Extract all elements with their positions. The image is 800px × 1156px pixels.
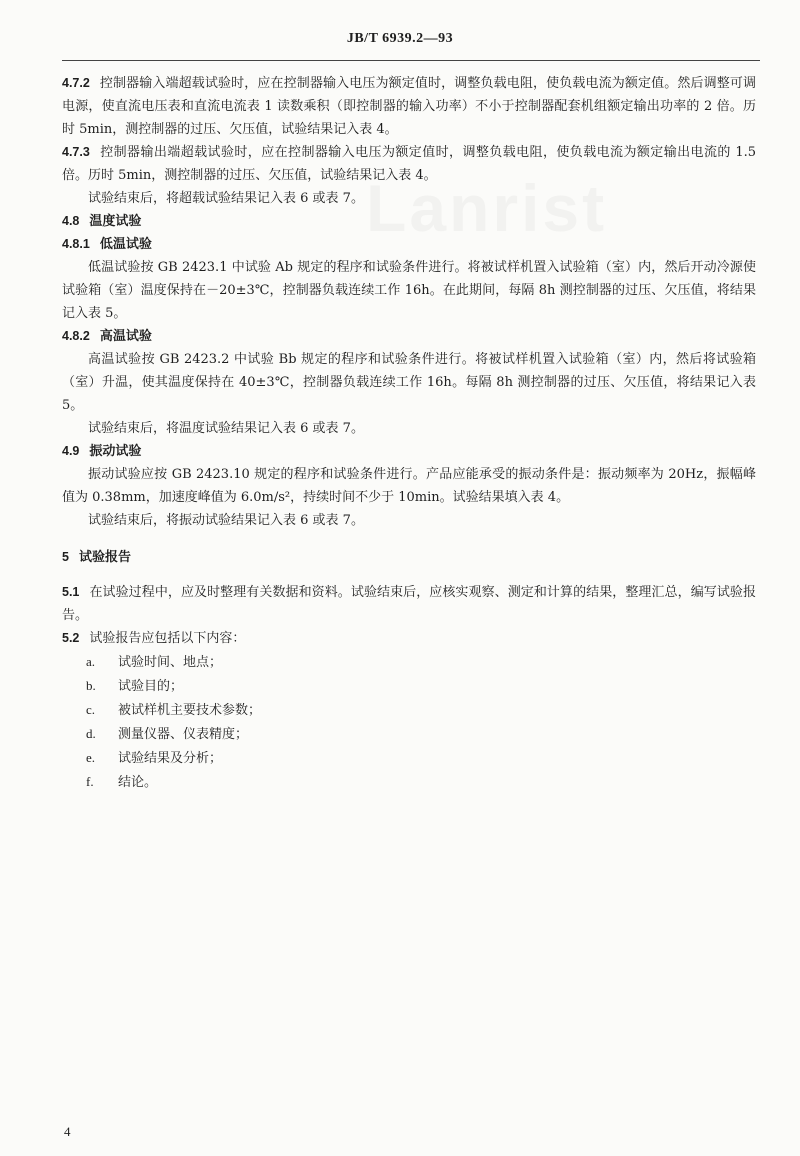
clause-text: 在试验过程中，应及时整理有关数据和资料。试验结束后，应核实观察、测定和计算的结果，整理汇总，编写试验报告。 (62, 585, 756, 623)
clause-number: 4.7.2 (62, 76, 90, 90)
vibration-paragraph: 振动试验应按 GB 2423.10 规定的程序和试验条件进行。产品应能承受的振动条件是：振动频率为 20Hz，振幅峰值为 0.38mm，加速度峰值为 6.0m/s²，持续时间不少于 10min。试验结果填入表 4。 (62, 467, 756, 505)
section-4-9-heading (62, 440, 756, 463)
page-header: JB/T 6939.2—93 (346, 31, 454, 46)
list-item (86, 650, 756, 674)
watermark-logo: Lanrist (366, 171, 608, 245)
section-number: 4.9 (62, 444, 80, 458)
report-contents-list (62, 650, 756, 794)
section-4-8-2-heading (62, 325, 756, 348)
list-item (86, 698, 756, 722)
clause-number: 5.2 (62, 631, 80, 645)
list-text: 被试样机主要技术参数； (118, 703, 262, 718)
section-number: 4.8.1 (62, 237, 90, 251)
page-number: 4 (64, 1124, 71, 1139)
section-title: 振动试验 (89, 444, 142, 459)
list-item (86, 722, 756, 746)
list-label: d. (86, 726, 96, 741)
temperature-conclusion: 试验结束后，将温度试验结果记入表 6 或表 7。 (88, 421, 364, 436)
section-title: 温度试验 (89, 214, 142, 229)
section-number: 4.8 (62, 214, 80, 228)
section-number: 5 (62, 550, 69, 564)
list-text: 结论。 (118, 775, 158, 790)
section-title: 高温试验 (99, 329, 152, 344)
list-label: c. (86, 702, 96, 717)
overload-conclusion: 试验结束后，将超载试验结果记入表 6 或表 7。 (88, 191, 364, 206)
section-title: 低温试验 (99, 237, 152, 252)
list-text: 试验结果及分析； (118, 751, 223, 766)
list-item (86, 674, 756, 698)
low-temp-paragraph: 低温试验按 GB 2423.1 中试验 Ab 规定的程序和试验条件进行。将被试样机置入试验箱（室）内，然后开动冷源使试验箱（室）温度保持在－20±3℃，控制器负载连续工作 16h。在此期间，每隔 8h 测控制器的过压、欠压值，将结果记入表 5。 (62, 260, 756, 321)
list-item (86, 746, 756, 770)
clause-5-2 (62, 627, 756, 650)
section-4-8-1-heading (62, 233, 756, 256)
header-divider (62, 60, 760, 61)
list-label: f. (86, 774, 94, 789)
clause-number: 5.1 (62, 585, 80, 599)
clause-number: 4.7.3 (62, 145, 90, 159)
section-4-8-heading (62, 210, 756, 233)
section-number: 4.8.2 (62, 329, 90, 343)
list-text: 试验时间、地点； (118, 655, 223, 670)
high-temp-paragraph: 高温试验按 GB 2423.2 中试验 Bb 规定的程序和试验条件进行。将被试样机置入试验箱（室）内，然后将试验箱（室）升温，使其温度保持在 40±3℃，控制器负载连续工作 16h。每隔 8h 测控制器的过压、欠压值，将结果记入表 5。 (62, 352, 756, 413)
document-body (62, 72, 756, 794)
section-5-heading (62, 546, 756, 569)
list-item (86, 770, 756, 794)
section-title: 试验报告 (78, 550, 131, 565)
clause-text: 控制器输入端超载试验时，应在控制器输入电压为额定值时，调整负载电阻，使负载电流为额定值。然后调整可调电源，使直流电压表和直流电流表 1 读数乘积（即控制器的输入功率）不小于控制器配套机组额定输出功率的 2 倍。历时 5min，测控制器的过压、欠压值，试验结果记入表 4。 (62, 76, 756, 137)
list-text: 测量仪器、仪表精度； (118, 727, 249, 742)
clause-5-1 (62, 581, 756, 627)
clause-4-7-3 (62, 141, 756, 187)
vibration-conclusion: 试验结束后，将振动试验结果记入表 6 或表 7。 (88, 513, 364, 528)
clause-text: 控制器输出端超载试验时，应在控制器输入电压为额定值时，调整负载电阻，使负载电流为额定输出电流的 1.5 倍。历时 5min，测控制器的过压、欠压值，试验结果记入表 4。 (62, 145, 756, 183)
clause-4-7-2 (62, 72, 756, 141)
list-label: b. (86, 678, 96, 693)
list-label: e. (86, 750, 96, 765)
clause-text: 试验报告应包括以下内容： (89, 631, 246, 646)
list-label: a. (86, 654, 96, 669)
list-text: 试验目的； (118, 679, 184, 694)
